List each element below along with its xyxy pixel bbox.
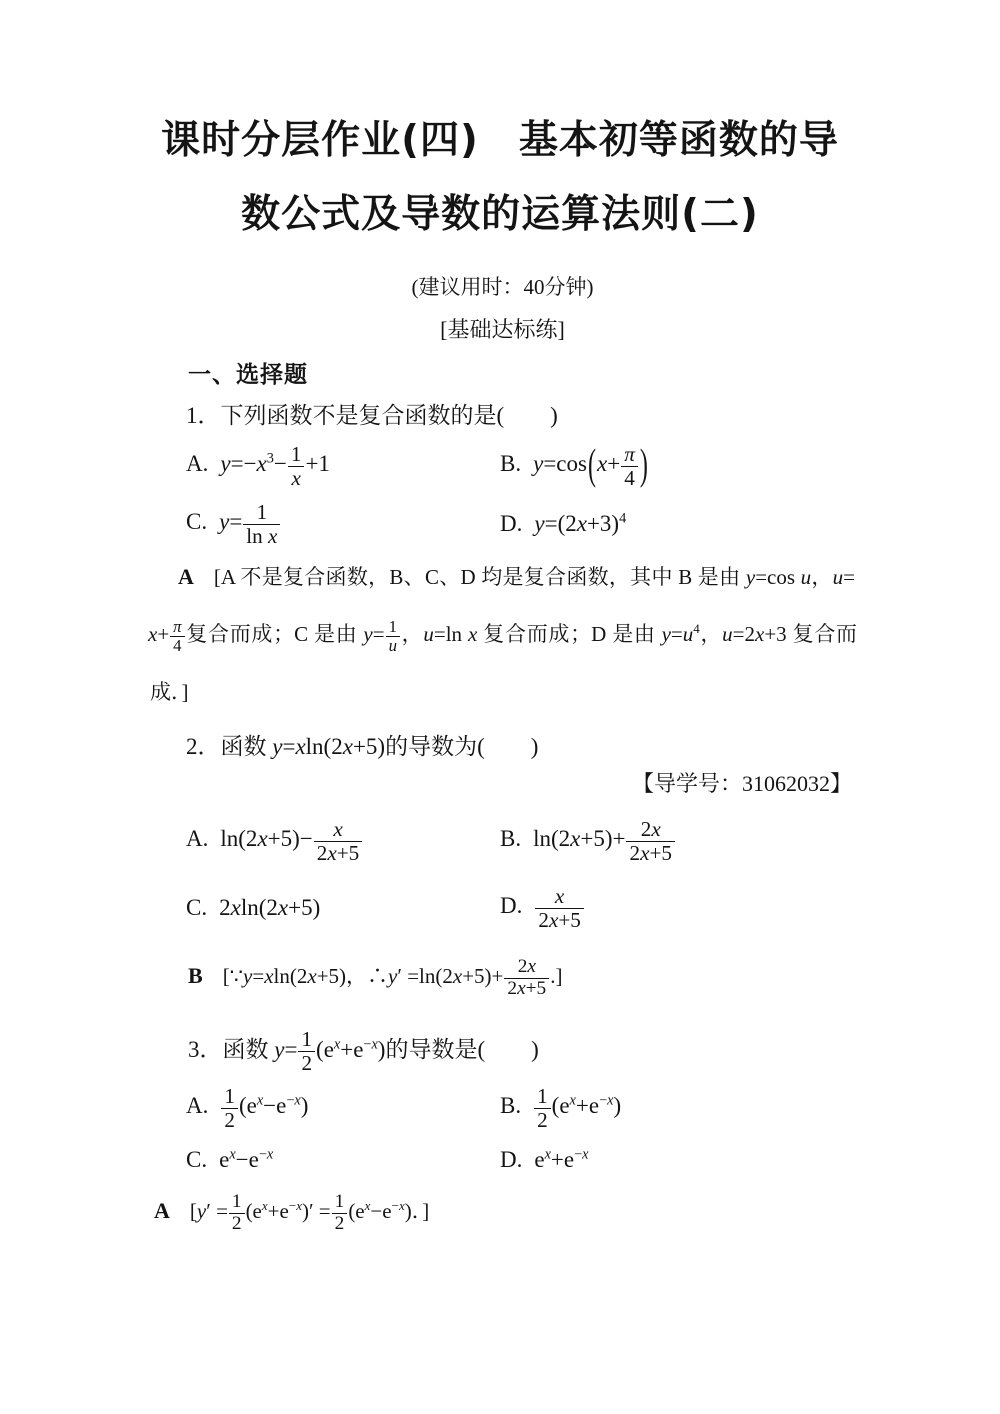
option-c-label: C. (186, 509, 208, 535)
answer-3-letter: A (154, 1198, 170, 1223)
answer-3-line (154, 1183, 900, 1239)
answer-1-letter: A (178, 564, 194, 589)
part-1-heading: 一、选择题 (188, 362, 308, 388)
option-c-formula: y= $\frac{1}{\text{ln x}}$ (219, 509, 281, 534)
question-2-option-c (186, 895, 500, 921)
option-d-formula: $y=(2x+3)^4$ (534, 510, 627, 536)
answer-2-line (188, 944, 900, 1008)
option-a-label: A. (186, 826, 209, 852)
option-c-label: C. (186, 1147, 208, 1172)
guide-number: 【导学号：31062032】 (631, 771, 852, 796)
question-1-options-row-2 (150, 494, 855, 554)
question-2-options-row-2 (150, 881, 855, 935)
option-a-label: A. (186, 451, 209, 477)
option-c-formula: $e^x-e^{-x}$ (219, 1146, 274, 1172)
option-a-label: A. (186, 1093, 209, 1119)
option-b-formula: y=cos(x+ $\frac{\pi}{4}$ ) (533, 440, 648, 490)
option-d-formula: $\frac{x}{2x+5}$ (534, 893, 584, 918)
option-b-label: B. (500, 451, 522, 477)
option-c-formula: 2xln(2x+5) (219, 895, 321, 920)
answer-1-line-3: 成．] (150, 680, 189, 704)
option-b-label: B. (500, 826, 522, 852)
section-tag: [基础达标练] (440, 317, 565, 342)
option-a-formula: $\frac{1}{2}$ $(e^x-e^{-x})$ (220, 1093, 308, 1118)
option-b-label: B. (500, 1093, 522, 1119)
question-3-options-row-2 (150, 1143, 855, 1177)
question-3-option-b (500, 1085, 855, 1132)
question-2-option-d (500, 885, 855, 932)
answer-2-letter: B (188, 963, 203, 988)
question-3-option-d (500, 1147, 855, 1173)
question-1-option-a (186, 443, 500, 490)
answer-1-line-2: x+ $\frac{\pi}{4}$ 复合而成；C 是由 y= $\frac{1}{u}$ ，u=ln x 复合而成；D 是由 $y=u^4$，u=2x+3 复合而 (148, 616, 858, 655)
option-d-label: D. (500, 1147, 523, 1172)
question-3-option-c (186, 1147, 500, 1173)
page-title (100, 104, 900, 252)
question-3-stem: 3．函数 y= $\frac{1}{2}$ $(e^x+e^{-x})$的导数是( ) (188, 1027, 539, 1076)
page-title-line-2: 数公式及导数的运算法则(二) (241, 192, 759, 237)
option-a-formula: $y=-x^3-$ $\frac{1}{x}$ +1 (220, 441, 330, 490)
question-2-option-b (500, 818, 855, 865)
answer-2-text: [∵y=xln(2x+5)，∴y′ =ln(2x+5)+ $\frac{2x}{2x+5}$ .] (222, 955, 563, 999)
answer-1-text-line-1: [A 不是复合函数，B、C、D 均是复合函数，其中 B 是由 y=cos u，u= (213, 565, 855, 589)
time-hint: (建议用时：40分钟) (411, 275, 594, 299)
question-1-options-row-1 (150, 433, 855, 499)
question-2-stem: 2．函数 y=xln(2x+5)的导数为( ) (186, 734, 539, 759)
option-a-formula: ln(2x+5)− $\frac{x}{2x+5}$ (220, 826, 363, 851)
page-title-line-1: 课时分层作业(四) 基本初等函数的导 (161, 118, 839, 163)
option-d-label: D. (500, 511, 523, 536)
question-1-stem: 1．下列函数不是复合函数的是( ) (186, 403, 558, 428)
question-3-option-a (186, 1085, 500, 1132)
question-1-option-c (186, 501, 500, 548)
option-b-formula: $\frac{1}{2}$ $(e^x+e^{-x})$ (533, 1093, 621, 1118)
option-b-formula: ln(2x+5)+ $\frac{2x}{2x+5}$ (533, 826, 676, 851)
question-2-option-a (186, 818, 500, 865)
option-d-formula: $e^x+e^{-x}$ (534, 1146, 589, 1172)
option-c-label: C. (186, 895, 208, 920)
question-3-options-row-1 (150, 1083, 855, 1133)
option-d-label: D. (500, 893, 523, 919)
question-2-options-row-1 (150, 808, 855, 874)
question-1-option-d (500, 511, 855, 537)
answer-1-line-1 (178, 561, 855, 591)
answer-3-text: [y′ = $\frac{1}{2}$ $(e^x+e^{-x})'$ = $\frac{1}{2}$ $(e^x-e^{-x})$．] (189, 1190, 430, 1234)
question-1-option-b (500, 440, 855, 490)
